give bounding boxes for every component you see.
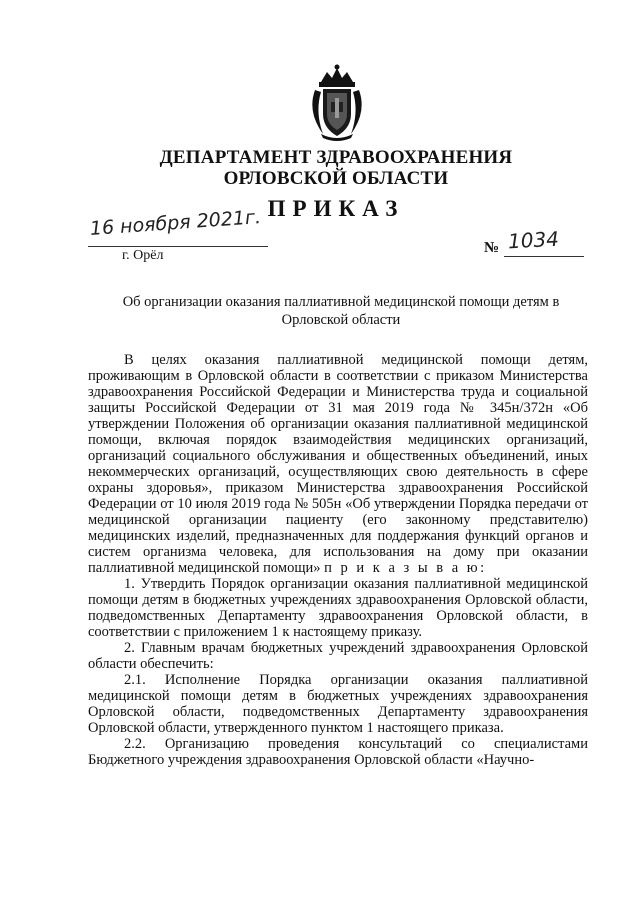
department-title-line1: ДЕПАРТАМЕНТ ЗДРАВООХРАНЕНИЯ xyxy=(159,147,513,168)
paragraph-item-1: 1. Утвердить Порядок организации оказания паллиативной медицинской помощи детям в бюджетных учреждениях здравоохранения Орловской области, подведомственных Департаменту здравоохранения Орловской области, в соответствии с приложением 1 к настоящему приказу. xyxy=(88,576,588,640)
paragraph-preamble xyxy=(88,352,588,576)
paragraph-item-2: 2. Главным врачам бюджетных учреждений здравоохранения Орловской области обеспечить: xyxy=(88,640,588,672)
order-body xyxy=(88,352,588,768)
coat-of-arms-icon xyxy=(301,62,373,142)
document-type-title: ПРИКАЗ xyxy=(267,196,405,221)
handwritten-number: 1034 xyxy=(507,226,560,254)
order-subject: Об организации оказания паллиативной медицинской помощи детям в Орловской области xyxy=(122,294,560,328)
paragraph-item-2-2: 2.2. Организацию проведения консультаций со специалистами Бюджетного учреждения здравоохранения Орловской области «Научно- xyxy=(88,736,588,768)
paragraph-item-2-1: 2.1. Исполнение Порядка организации оказания паллиативной медицинской помощи детям в бюджетных учреждениях здравоохранения Орловской области, подведомственных Департаменту здравоохранения Орловской области, утвержденного пунктом 1 настоящего приказа. xyxy=(88,672,588,736)
number-label: № xyxy=(484,240,500,256)
department-title-line2: ОРЛОВСКОЙ ОБЛАСТИ xyxy=(223,168,449,189)
handwritten-date: 16 ноября 2021г. xyxy=(89,206,262,240)
city-label: г. Орёл xyxy=(122,248,164,263)
number-underline xyxy=(504,256,584,257)
order-verb: п р и к а з ы в а ю: xyxy=(324,560,487,576)
preamble-text: В целях оказания паллиативной медицинской помощи детям, проживающим в Орловской области в соответствии с приказом Министерства здравоохранения Российской Федерации и Министерства труда и социальной защиты Российской Федерации от 31 мая 2019 года № 345н/372н «Об утверждении Положения об организации оказания паллиативной медицинской помощи, включая порядок взаимодействия медицинских организаций, организаций социального обслуживания и общественных объединений, иных некоммерческих организаций, осуществляющих свою деятельность в сфере охраны здоровья», приказом Министерства здравоохранения Российской Федерации от 10 июля 2019 года № 505н «Об утверждении Порядка передачи от медицинской организации пациенту (его законному представителю) медицинских изделий, предназначенных для поддержания функций органов и систем организма человека, для использования на дому при оказании паллиативной медицинской помощи» xyxy=(88,352,588,576)
date-underline xyxy=(88,246,268,247)
